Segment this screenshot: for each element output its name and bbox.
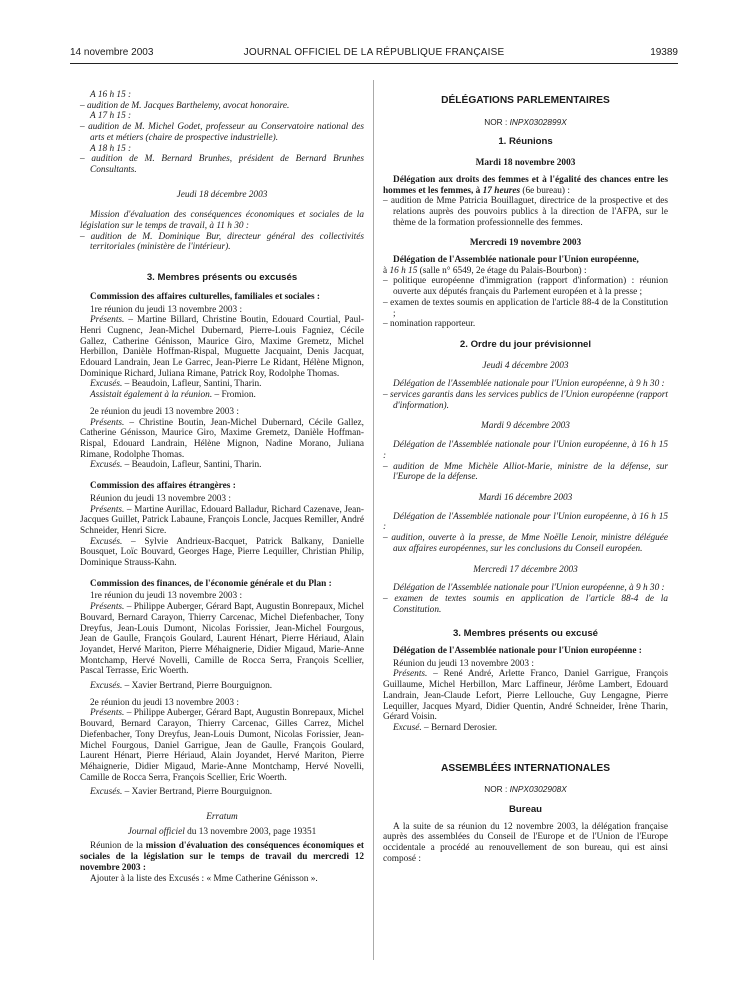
presents-label: Présents. — [90, 417, 125, 428]
agenda-item: – services garantis dans les services publics de l'Union européenne (rapport d'information). — [383, 390, 668, 411]
attendance-paragraph — [80, 390, 364, 401]
time-prefix: à — [383, 265, 390, 276]
left-column — [80, 90, 364, 884]
commission-title: Commission des affaires culturelles, familiales et sociales : — [90, 291, 320, 302]
commission-title: Commission des affaires étrangères : — [90, 481, 236, 492]
erratum-reference — [80, 827, 364, 838]
delegation-room: (6e bureau) : — [520, 185, 570, 196]
date-heading: Jeudi 18 décembre 2003 — [176, 189, 268, 200]
presents-label: Présents. — [393, 669, 428, 680]
section-heading: 1. Réunions — [498, 136, 553, 148]
section-heading: Bureau — [508, 804, 543, 816]
erratum-text-a: Réunion de la — [90, 841, 146, 852]
header-rule — [70, 63, 678, 64]
agenda-item: – politique européenne d'immigration (rapport d'information) : réunion ouverte aux députés français du Parlement européen et à la presse ; — [383, 276, 668, 298]
excuses-label: Excusés. — [90, 460, 123, 471]
excuse-label: Excusé. — [393, 722, 422, 733]
time-slot: A 16 h 15 : — [90, 90, 132, 100]
excuses-label: Excusés. — [90, 379, 123, 390]
attendance-paragraph — [80, 505, 364, 537]
commission-title: Commission des finances, de l'économie générale et du Plan : — [90, 578, 332, 589]
nor-label: NOR : — [484, 116, 510, 127]
section-heading: 3. Membres présents ou excusés — [146, 272, 298, 284]
agenda-item: – audition, ouverte à la presse, de Mme Noëlle Lenoir, ministre déléguée aux affaires européennes, sur les conclusions du Conseil européen. — [383, 533, 668, 554]
date-heading: Jeudi 4 décembre 2003 — [482, 360, 569, 371]
section-heading: 2. Ordre du jour prévisionnel — [459, 338, 592, 350]
agenda-item: – audition de M. Dominique Bur, directeur général des collectivités territoriales (ministère de l'intérieur). — [80, 231, 364, 253]
delegation-text: Délégation de l'Assemblée nationale pour l'Union européenne, à 9 h 30 : — [393, 583, 665, 594]
excuses-list: – Beaudoin, Lafleur, Santini, Tharin. — [122, 460, 262, 471]
nor-label: NOR : — [484, 784, 510, 795]
excuses-list: – Sylvie Andrieux-Bacquet, Patrick Balkany, Danielle Bousquet, Loïc Bouvard, Georges Hage, Pierre Lequiller, Christian Philip, Dominique Strauss-Kahn. — [80, 536, 364, 569]
right-column — [383, 90, 668, 865]
delegation-text: Délégation de l'Assemblée nationale pour l'Union européenne, à 16 h 15 : — [383, 440, 668, 461]
attendance-paragraph — [80, 460, 364, 471]
journal-name: Journal officiel — [127, 826, 185, 837]
date-heading: Mardi 18 novembre 2003 — [475, 158, 576, 169]
excuse-list: – Bernard Derosier. — [421, 722, 498, 733]
meeting-line: 1re réunion du jeudi 13 novembre 2003 : — [90, 304, 243, 315]
header-page-number: 19389 — [650, 47, 678, 58]
presents-label: Présents. — [90, 708, 125, 719]
meeting-line: 2e réunion du jeudi 13 novembre 2003 : — [90, 406, 239, 417]
erratum-correction: Ajouter à la liste des Excusés : « Mme Catherine Génisson ». — [90, 873, 318, 884]
attendance-paragraph — [80, 787, 364, 798]
attendance-paragraph — [383, 669, 668, 723]
journal-page: du 13 novembre 2003, page 19351 — [184, 826, 317, 837]
presents-label: Présents. — [90, 315, 125, 326]
agenda-item: – audition de Mme Michèle Alliot-Marie, ministre de la défense, sur l'Europe de la défense. — [383, 461, 668, 483]
attendance-paragraph — [80, 681, 364, 692]
nor-reference — [383, 784, 668, 795]
presents-list: – Philippe Auberger, Gérard Bapt, Augustin Bonrepaux, Michel Bouvard, Bernard Carayon, Thierry Carcenac, Gilles Carrez, Michel Diefenbacher, Tony Dreyfus, Jean-Louis Dumont, Nicolas Forissier, Jean-Michel Fourgous, Daniel Garrigue, Jean de Gaulle, François Goulard, Laurent Hénart, Pierre Hériaud, Alain Joyandet, Hervé Mariton, Pierre Méhaignerie, Didier Migaud, Marie-Anne Montchamp, Hervé Novelli, Camille de Rocca Serra, François Scellier, Eric Woerth. — [80, 708, 364, 783]
presents-list: – Christine Boutin, Jean-Michel Dubernard, Cécile Gallez, Catherine Génisson, Maurice Giro, Maxime Gremetz, Danièle Hoffman-Rispal, Edouard Landrain, Hélène Mignon, Nadine Morano, Juliana Rimane, Rodolphe Thomas. — [80, 417, 364, 460]
section-title: DÉLÉGATIONS PARLEMENTAIRES — [441, 95, 610, 106]
excuses-list: – Xavier Bertrand, Pierre Bourguignon. — [122, 787, 273, 798]
meeting-line: 2e réunion du jeudi 13 novembre 2003 : — [90, 697, 239, 708]
agenda-item: – nomination rapporteur. — [383, 319, 476, 330]
page-header — [70, 47, 678, 61]
date-heading: Mercredi 19 novembre 2003 — [469, 238, 582, 249]
header-title: JOURNAL OFFICIEL DE LA RÉPUBLIQUE FRANÇAISE — [243, 47, 505, 58]
delegation-name: Délégation aux droits des femmes et à l'égalité des chances entre les hommes et les femmes, à — [383, 174, 668, 196]
delegation-time-line — [383, 266, 668, 277]
section-heading: 3. Membres présents ou excusé — [452, 628, 599, 640]
delegation-title — [383, 175, 668, 196]
time-slot: A 17 h 15 : — [90, 111, 132, 122]
delegation-time: 17 heures — [482, 185, 521, 196]
attendance-paragraph — [80, 708, 364, 783]
excuses-list: – Beaudoin, Lafleur, Santini, Tharin. — [122, 379, 262, 390]
erratum-text — [80, 841, 364, 873]
erratum-text-b: mission d'évaluation des conséquences économiques et sociales de la législation sur le temps de travail du mercredi 12 novembre 2003 : — [80, 841, 364, 873]
meeting-line: Réunion du jeudi 13 novembre 2003 : — [90, 493, 231, 504]
nor-code: INPX0302899X — [509, 116, 567, 127]
nor-code: INPX0302908X — [509, 784, 567, 795]
delegation-room: (salle n° 6549, 2e étage du Palais-Bourbon) : — [417, 265, 587, 276]
date-heading: Mardi 16 décembre 2003 — [478, 492, 573, 503]
attendance-paragraph — [80, 315, 364, 379]
excuses-label: Excusés. — [90, 681, 123, 692]
delegation-title: Délégation de l'Assemblée nationale pour l'Union européenne, — [393, 255, 639, 266]
assistait-list: – Fromion. — [212, 390, 256, 401]
presents-list: – Martine Aurillac, Edouard Balladur, Richard Cazenave, Jean-Jacques Guillet, Patrick Labaune, François Loncle, Jacques Remiller, André Schneider, Henri Sicre. — [80, 504, 364, 536]
presents-list: – Philippe Auberger, Gérard Bapt, Augustin Bonrepaux, Michel Bouvard, Bernard Carayon, Thierry Carcenac, Michel Diefenbacher, Tony Dreyfus, Jean-Louis Dumont, Nicolas Forissier, Jean-Michel Fourgous, Jean de Gaulle, François Goulard, Laurent Hénart, Pierre Hériaud, Alain Joyandet, Hervé Mariton, Pierre Méhaignerie, Didier Migaud, Marie-Anne Montchamp, Hervé Novelli, Camille de Rocca Serra, François Scellier, Pascal Terrasse, Eric Woerth. — [80, 602, 364, 677]
bureau-text: A la suite de sa réunion du 12 novembre 2003, la délégation française auprès des assemblées du Conseil de l'Europe et de l'Union de l'Europe occidentale a procédé au renouvellement de son bureau, qui est ainsi composé : — [383, 821, 668, 864]
attendance-paragraph — [80, 418, 364, 461]
presents-list: – René André, Arlette Franco, Daniel Garrigue, François Guillaume, Michel Herbillon, Marc Laffineur, Jérôme Lambert, Edouard Landrain, Jean-Claude Lefort, Pierre Lellouche, Guy Lengagne, Pierre Lequiller, Jacques Myard, Didier Quentin, André Schneider, Irène Tharin, Gérard Voisin. — [383, 669, 668, 723]
column-divider — [373, 80, 374, 960]
meeting-line: 1re réunion du jeudi 13 novembre 2003 : — [90, 591, 243, 602]
assistait-label: Assistait également à la réunion. — [90, 390, 213, 401]
presents-label: Présents. — [90, 602, 125, 613]
delegation-text: Délégation de l'Assemblée nationale pour l'Union européenne, à 16 h 15 : — [383, 511, 668, 533]
excuses-list: – Xavier Bertrand, Pierre Bourguignon. — [122, 681, 273, 692]
nor-reference — [383, 117, 668, 128]
time-slot: A 18 h 15 : — [90, 143, 132, 154]
date-heading: Mercredi 17 décembre 2003 — [473, 564, 578, 575]
delegation-title: Délégation de l'Assemblée nationale pour l'Union européenne : — [393, 646, 642, 657]
erratum-heading: Erratum — [206, 812, 238, 823]
header-date: 14 novembre 2003 — [70, 47, 154, 58]
agenda-item: – audition de M. Bernard Brunhes, président de Bernard Brunhes Consultants. — [80, 154, 364, 175]
meeting-line: Réunion du jeudi 13 novembre 2003 : — [393, 658, 534, 669]
presents-label: Présents. — [90, 504, 125, 515]
agenda-item: – audition de Mme Patricia Bouillaguet, directrice de la prospective et des relations auprès des pouvoirs publics à la direction de l'AFPA, sur le thème de la formation professionnelle des femmes. — [383, 196, 668, 228]
delegation-time: 16 h 15 — [389, 265, 418, 276]
date-heading: Mardi 9 décembre 2003 — [481, 421, 570, 432]
delegation-text: Délégation de l'Assemblée nationale pour l'Union européenne, à 9 h 30 : — [393, 379, 665, 390]
presents-list: – Martine Billard, Christine Boutin, Edouard Courtial, Paul-Henri Cugnenc, Jean-Michel Dubernard, Pierre-Louis Fagniez, Cécile Gallez, Catherine Génisson, Maurice Giro, Maxime Gremetz, Michel Herbillon, Danièle Hoffman-Rispal, Muguette Jacquaint, Denis Jacquat, Edouard Landrain, Jean Le Garrec, Jean-Pierre Le Ridant, Hélène Mignon, Dominique Richard, Juliana Rimane, Patrick Roy, Rodolphe Thomas. — [80, 315, 364, 379]
agenda-item: – audition de M. Michel Godet, professeur au Conservatoire national des arts et métiers (chaire de prospective industrielle). — [80, 122, 364, 143]
attendance-paragraph — [80, 379, 364, 390]
attendance-paragraph — [383, 723, 668, 734]
agenda-item: – examen de textes soumis en application de l'article 88-4 de la Constitution ; — [383, 297, 668, 319]
agenda-item: – audition de M. Jacques Barthelemy, avocat honoraire. — [80, 100, 290, 111]
agenda-item: – examen de textes soumis en application de l'article 88-4 de la Constitution. — [383, 593, 668, 615]
attendance-paragraph — [80, 602, 364, 677]
excuses-label: Excusés. — [90, 787, 123, 798]
excuses-label: Excusés. — [90, 536, 123, 547]
attendance-paragraph — [80, 537, 364, 569]
mission-text: Mission d'évaluation des conséquences économiques et sociales de la législation sur le temps de travail, à 11 h 30 : — [80, 210, 364, 232]
section-title: ASSEMBLÉES INTERNATIONALES — [440, 762, 611, 774]
